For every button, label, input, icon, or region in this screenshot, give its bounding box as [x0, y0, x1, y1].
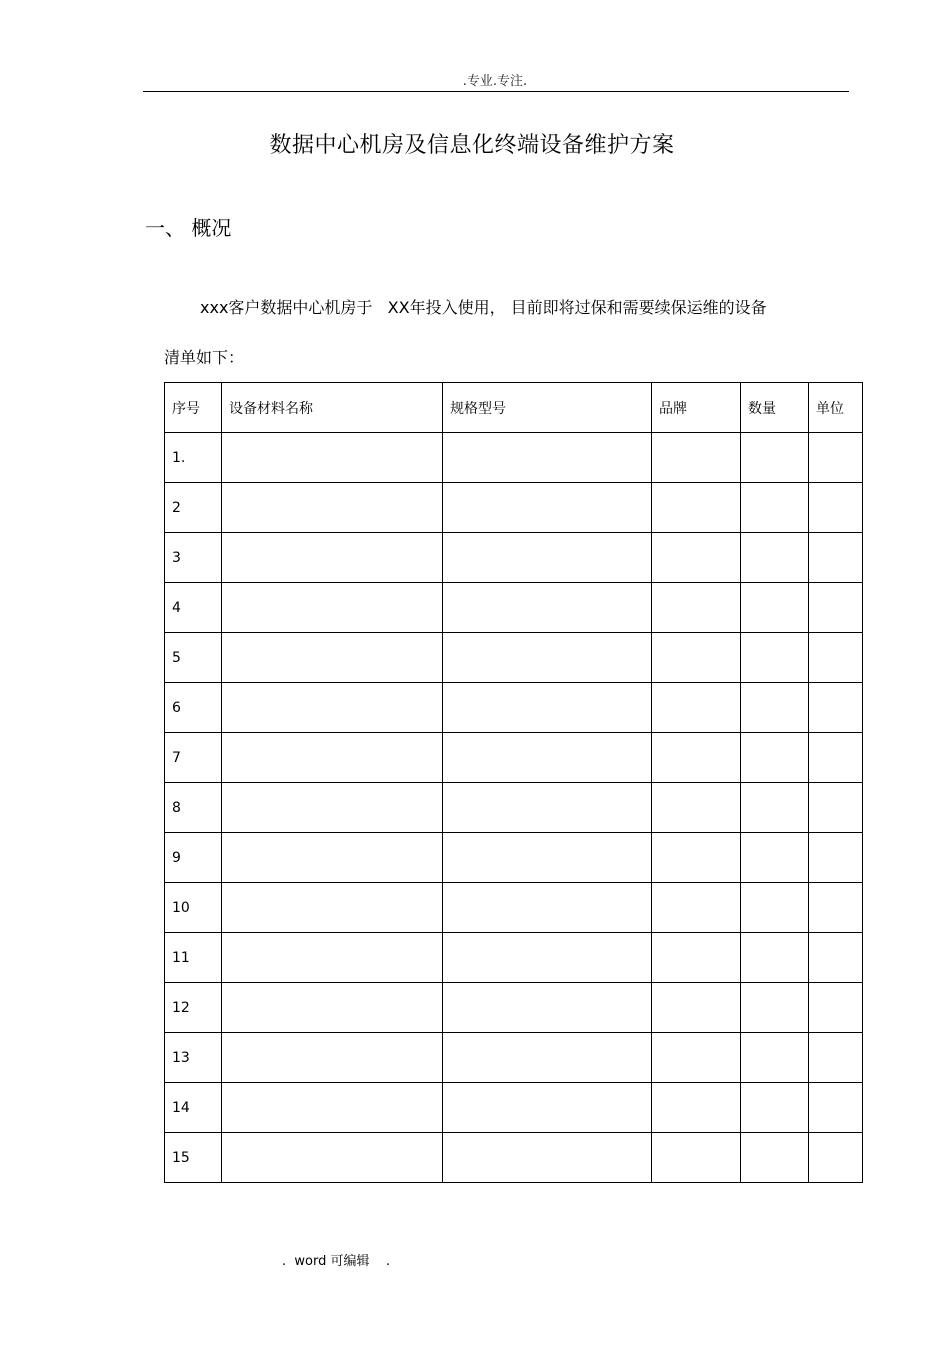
- cell-brand: [652, 983, 741, 1033]
- cell-brand: [652, 883, 741, 933]
- cell-index: 4: [165, 583, 222, 633]
- table-row: [165, 933, 863, 983]
- cell-index: 2: [165, 483, 222, 533]
- cell-brand: [652, 1133, 741, 1183]
- table-row: [165, 683, 863, 733]
- cell-brand: [652, 483, 741, 533]
- cell-name: [222, 1083, 443, 1133]
- cell-quantity: [741, 733, 809, 783]
- table-row: [165, 783, 863, 833]
- intro-paragraph-line-2: 清单如下：: [164, 348, 245, 367]
- cell-index: 9: [165, 833, 222, 883]
- table-row: [165, 833, 863, 883]
- cell-brand: [652, 733, 741, 783]
- cell-unit: [809, 983, 863, 1033]
- table-row: [165, 483, 863, 533]
- header-rule: [143, 91, 849, 92]
- cell-index: 14: [165, 1083, 222, 1133]
- cell-quantity: [741, 933, 809, 983]
- cell-brand: [652, 583, 741, 633]
- table-row: [165, 533, 863, 583]
- column-header-quantity: 数量: [741, 383, 809, 433]
- intro-paragraph-line-1: xxx客户数据中心机房于 XX年投入使用， 目前即将过保和需要续保运维的设备: [200, 298, 767, 317]
- cell-index: 6: [165, 683, 222, 733]
- cell-model: [443, 533, 652, 583]
- cell-name: [222, 933, 443, 983]
- cell-quantity: [741, 683, 809, 733]
- cell-name: [222, 633, 443, 683]
- cell-model: [443, 933, 652, 983]
- cell-name: [222, 433, 443, 483]
- column-header-brand: 品牌: [652, 383, 741, 433]
- cell-index: 13: [165, 1033, 222, 1083]
- cell-model: [443, 483, 652, 533]
- cell-unit: [809, 583, 863, 633]
- cell-brand: [652, 933, 741, 983]
- cell-model: [443, 833, 652, 883]
- cell-quantity: [741, 533, 809, 583]
- section-heading: 一、 概况: [145, 216, 232, 240]
- cell-index: 11: [165, 933, 222, 983]
- cell-model: [443, 783, 652, 833]
- equipment-table: [164, 382, 863, 1183]
- cell-quantity: [741, 1083, 809, 1133]
- cell-unit: [809, 683, 863, 733]
- cell-quantity: [741, 783, 809, 833]
- table-row: [165, 633, 863, 683]
- cell-quantity: [741, 883, 809, 933]
- cell-quantity: [741, 1133, 809, 1183]
- cell-index: 1.: [165, 433, 222, 483]
- cell-name: [222, 483, 443, 533]
- cell-quantity: [741, 633, 809, 683]
- cell-quantity: [741, 433, 809, 483]
- cell-brand: [652, 533, 741, 583]
- cell-model: [443, 1033, 652, 1083]
- table-header-row: [165, 383, 863, 433]
- cell-model: [443, 1083, 652, 1133]
- column-header-name: 设备材料名称: [222, 383, 443, 433]
- cell-index: 7: [165, 733, 222, 783]
- cell-brand: [652, 683, 741, 733]
- cell-brand: [652, 433, 741, 483]
- cell-brand: [652, 1033, 741, 1083]
- cell-model: [443, 633, 652, 683]
- cell-name: [222, 1133, 443, 1183]
- cell-name: [222, 683, 443, 733]
- cell-brand: [652, 633, 741, 683]
- cell-unit: [809, 1133, 863, 1183]
- table-row: [165, 1133, 863, 1183]
- cell-model: [443, 733, 652, 783]
- cell-quantity: [741, 983, 809, 1033]
- cell-quantity: [741, 1033, 809, 1083]
- table-row: [165, 583, 863, 633]
- cell-unit: [809, 833, 863, 883]
- cell-name: [222, 833, 443, 883]
- cell-unit: [809, 1083, 863, 1133]
- document-title: 数据中心机房及信息化终端设备维护方案: [269, 133, 675, 158]
- cell-quantity: [741, 833, 809, 883]
- cell-index: 12: [165, 983, 222, 1033]
- cell-name: [222, 1033, 443, 1083]
- column-header-index: 序号: [165, 383, 222, 433]
- cell-name: [222, 883, 443, 933]
- cell-unit: [809, 883, 863, 933]
- cell-name: [222, 983, 443, 1033]
- cell-name: [222, 733, 443, 783]
- cell-model: [443, 1133, 652, 1183]
- column-header-unit: 单位: [809, 383, 863, 433]
- cell-unit: [809, 433, 863, 483]
- page-footer-text: . word 可编辑 .: [282, 1254, 391, 1269]
- cell-index: 10: [165, 883, 222, 933]
- cell-unit: [809, 783, 863, 833]
- cell-quantity: [741, 483, 809, 533]
- cell-unit: [809, 1033, 863, 1083]
- cell-unit: [809, 633, 863, 683]
- cell-model: [443, 583, 652, 633]
- cell-brand: [652, 783, 741, 833]
- column-header-model: 规格型号: [443, 383, 652, 433]
- cell-name: [222, 783, 443, 833]
- cell-name: [222, 583, 443, 633]
- cell-model: [443, 433, 652, 483]
- cell-index: 3: [165, 533, 222, 583]
- cell-unit: [809, 483, 863, 533]
- cell-index: 15: [165, 1133, 222, 1183]
- cell-index: 8: [165, 783, 222, 833]
- table-row: [165, 1033, 863, 1083]
- cell-brand: [652, 833, 741, 883]
- cell-unit: [809, 733, 863, 783]
- cell-model: [443, 983, 652, 1033]
- page-header-text: .专业.专注.: [462, 74, 528, 89]
- table-row: [165, 433, 863, 483]
- cell-model: [443, 883, 652, 933]
- cell-index: 5: [165, 633, 222, 683]
- table-row: [165, 1083, 863, 1133]
- cell-unit: [809, 933, 863, 983]
- table-row: [165, 983, 863, 1033]
- table-row: [165, 883, 863, 933]
- table-body: [165, 433, 863, 1183]
- cell-model: [443, 683, 652, 733]
- table-row: [165, 733, 863, 783]
- cell-brand: [652, 1083, 741, 1133]
- cell-name: [222, 533, 443, 583]
- cell-unit: [809, 533, 863, 583]
- cell-quantity: [741, 583, 809, 633]
